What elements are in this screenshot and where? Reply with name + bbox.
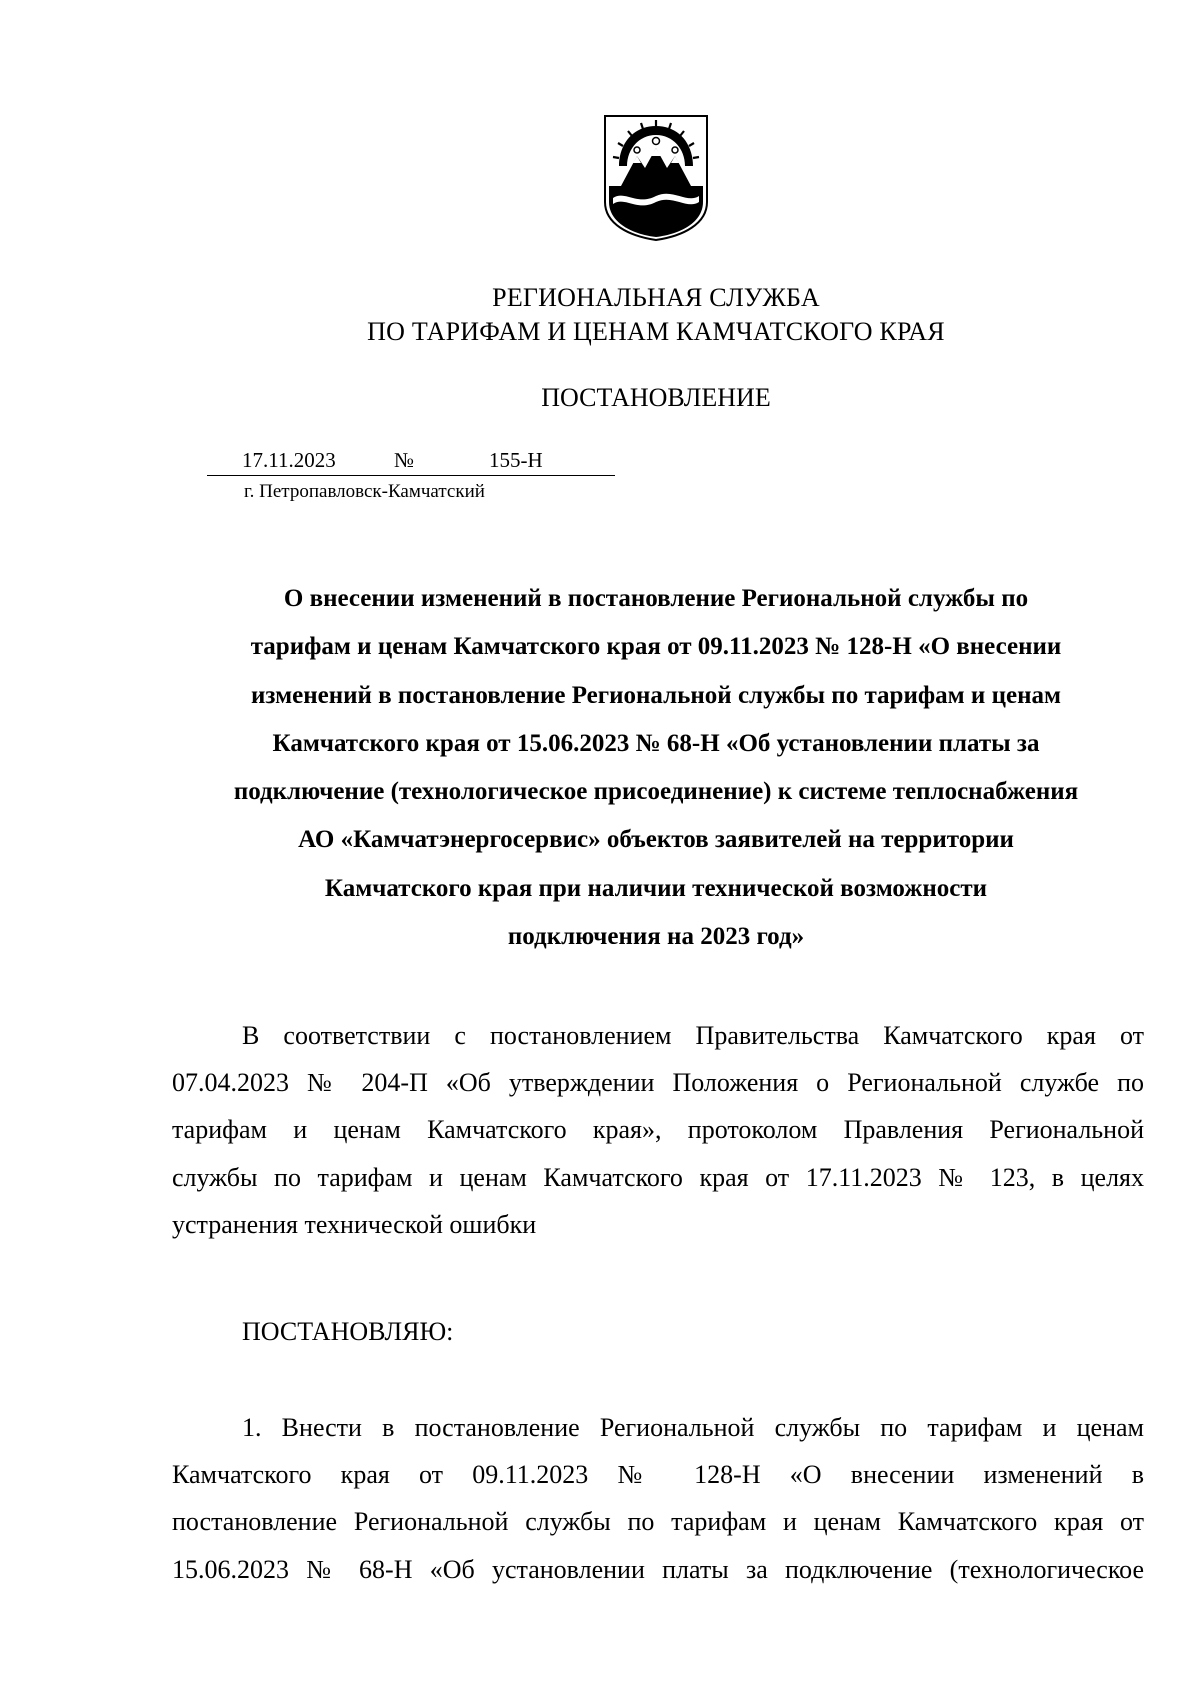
document-meta-row [207, 448, 615, 478]
paragraph-line: 07.04.2023 № 204-П «Об утверждении Положения о Региональной службе по [172, 1068, 1144, 1098]
meta-underline [207, 475, 615, 476]
paragraph-line: службы по тарифам и ценам Камчатского края от 17.11.2023 № 123, в целях [172, 1162, 1144, 1192]
document-title [160, 575, 1152, 961]
preamble-paragraph [172, 1012, 1144, 1248]
title-line: изменений в постановление Региональной службы по тарифам и ценам [250, 681, 1062, 709]
title-line: О внесении изменений в постановление Региональной службы по [283, 585, 1029, 612]
title-line: АО «Камчатэнергосервис» объектов заявителей на территории [298, 826, 1014, 854]
title-line: подключения на 2023 год» [507, 923, 805, 951]
paragraph-line: 1. Внести в постановление Региональной службы по тарифам и ценам [242, 1413, 1144, 1442]
paragraph-line: Камчатского края от 09.11.2023 № 128-Н «О внесении изменений в [172, 1460, 1144, 1490]
title-line: Камчатского края при наличии технической возможности [324, 874, 988, 902]
kamchatka-coat-of-arms-icon [603, 114, 709, 242]
number-sign: № [394, 448, 415, 472]
document-place: г. Петропавловск-Камчатский [244, 481, 485, 502]
item-1-paragraph [172, 1404, 1144, 1593]
paragraph-line: 15.06.2023 № 68-Н «Об установлении платы за подключение (технологическое [172, 1554, 1144, 1584]
organization-name-line1: РЕГИОНАЛЬНАЯ СЛУЖБА [492, 283, 820, 312]
title-line: подключение (технологическое присоединение) к системе теплоснабжения [233, 778, 1079, 806]
paragraph-line: В соответствии с постановлением Правительства Камчатского края от [242, 1021, 1144, 1050]
title-line: Камчатского края от 15.06.2023 № 68-Н «Об установлении платы за [272, 729, 1040, 757]
title-line: тарифам и ценам Камчатского края от 09.11.2023 № 128-Н «О внесении [250, 633, 1062, 661]
document-type: ПОСТАНОВЛЕНИЕ [541, 383, 771, 412]
paragraph-line: постановление Региональной службы по тарифам и ценам Камчатского края от [172, 1507, 1144, 1537]
paragraph-line: устранения технической ошибки [172, 1209, 537, 1239]
organization-name-line2: ПО ТАРИФАМ И ЦЕНАМ КАМЧАТСКОГО КРАЯ [367, 317, 945, 346]
document-number: 155-Н [489, 448, 543, 472]
decree-word: ПОСТАНОВЛЯЮ: [242, 1317, 454, 1346]
paragraph-line: тарифам и ценам Камчатского края», протоколом Правления Региональной [172, 1115, 1144, 1145]
document-date: 17.11.2023 [242, 448, 336, 472]
